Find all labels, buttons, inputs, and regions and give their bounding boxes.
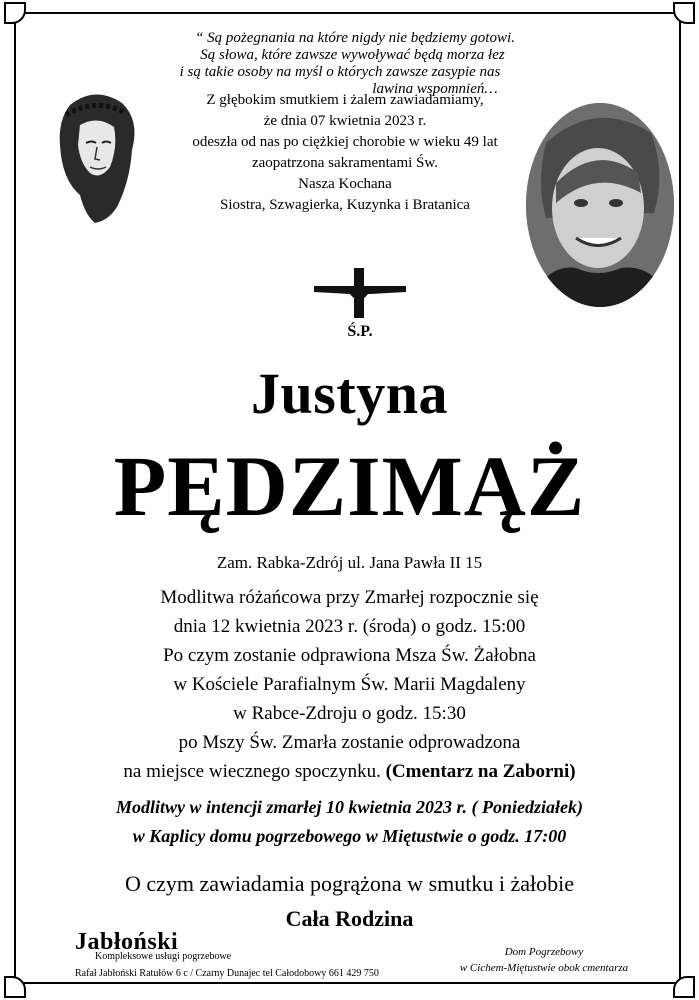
ceremony-line (0, 757, 699, 786)
funeral-home-subtitle: Kompleksowe usługi pogrzebowe (95, 951, 232, 962)
announcement-line: zaopatrzona sakramentami Św. (251, 155, 439, 171)
quote-line: lawina wspomnień… (372, 81, 498, 97)
funeral-home-line: w Cichem-Miętustwie obok cmentarza (459, 962, 629, 974)
quote-line: “ Są pożegnania na które nigdy nie będziemy gotowi. (195, 30, 515, 46)
deceased-photo (526, 103, 674, 307)
ceremony-line-text: na miejsce wiecznego spoczynku. (123, 761, 381, 782)
funeral-home-line: Dom Pogrzebowy (504, 946, 584, 958)
frame-corner (673, 976, 695, 998)
prayer-line: Modlitwy w intencji zmarłej 10 kwietnia 2023 r. ( Poniedziałek) (115, 797, 583, 817)
deceased-first-name: Justyna (251, 361, 448, 426)
deceased-address: Zam. Rabka-Zdrój ul. Jana Pawła II 15 (216, 553, 483, 572)
cross-caption: Ś.P. (347, 323, 373, 340)
closing-notice: O czym zawiadamia pogrążona w smutku i żałobie (124, 871, 574, 896)
ceremony-line: Po czym zostanie odprawiona Msza Św. Żałobna (163, 645, 536, 666)
prayer-line: w Kaplicy domu pogrzebowego w Miętustwie o godz. 17:00 (132, 826, 567, 846)
memorial-quote (100, 30, 580, 98)
funeral-home-brand: Jabłoński (75, 929, 179, 955)
ceremony-line: dnia 12 kwietnia 2023 r. (środa) o godz. 15:00 (173, 616, 526, 637)
quote-line: i są takie osoby na myśl o których zawsze zasypie nas (179, 64, 501, 80)
funeral-home-address: Rafał Jabłoński Ratułów 6 c / Czarny Dunajec tel Całodobowy 661 429 750 (75, 968, 379, 979)
funeral-home-left (75, 930, 405, 980)
announcement-line: Siostra, Szwagierka, Kuzynka i Bratanica (220, 197, 470, 213)
cross-icon (310, 266, 410, 341)
ceremony-line: Modlitwa różańcowa przy Zmarłej rozpocznie się (160, 587, 539, 608)
announcement-text (160, 90, 530, 216)
ceremony-details (0, 583, 699, 786)
announcement-line: Z głębokim smutkiem i żalem zawiadamiamy, (206, 92, 484, 108)
ceremony-line: w Kościele Parafialnym Św. Marii Magdaleny (173, 674, 526, 695)
prayer-info (0, 793, 699, 851)
family-signature: Cała Rodzina (285, 906, 414, 931)
quote-line: Są słowa, które zawsze wywoływać będą morza łez (200, 47, 505, 63)
deceased-surname: PĘDZIMĄŻ (113, 438, 586, 534)
announcement-line: odeszła od nas po ciężkiej chorobie w wieku 49 lat (192, 134, 498, 150)
announcement-line: że dnia 07 kwietnia 2023 r. (263, 113, 427, 129)
jesus-portrait-image (40, 85, 150, 225)
cemetery-name: (Cmentarz na Zaborni) (385, 761, 576, 782)
funeral-home-right (434, 944, 654, 976)
ceremony-line: w Rabce-Zdroju o godz. 15:30 (233, 703, 466, 724)
announcement-line: Nasza Kochana (298, 176, 392, 192)
ceremony-line: po Mszy Św. Zmarła zostanie odprowadzona (178, 732, 521, 753)
